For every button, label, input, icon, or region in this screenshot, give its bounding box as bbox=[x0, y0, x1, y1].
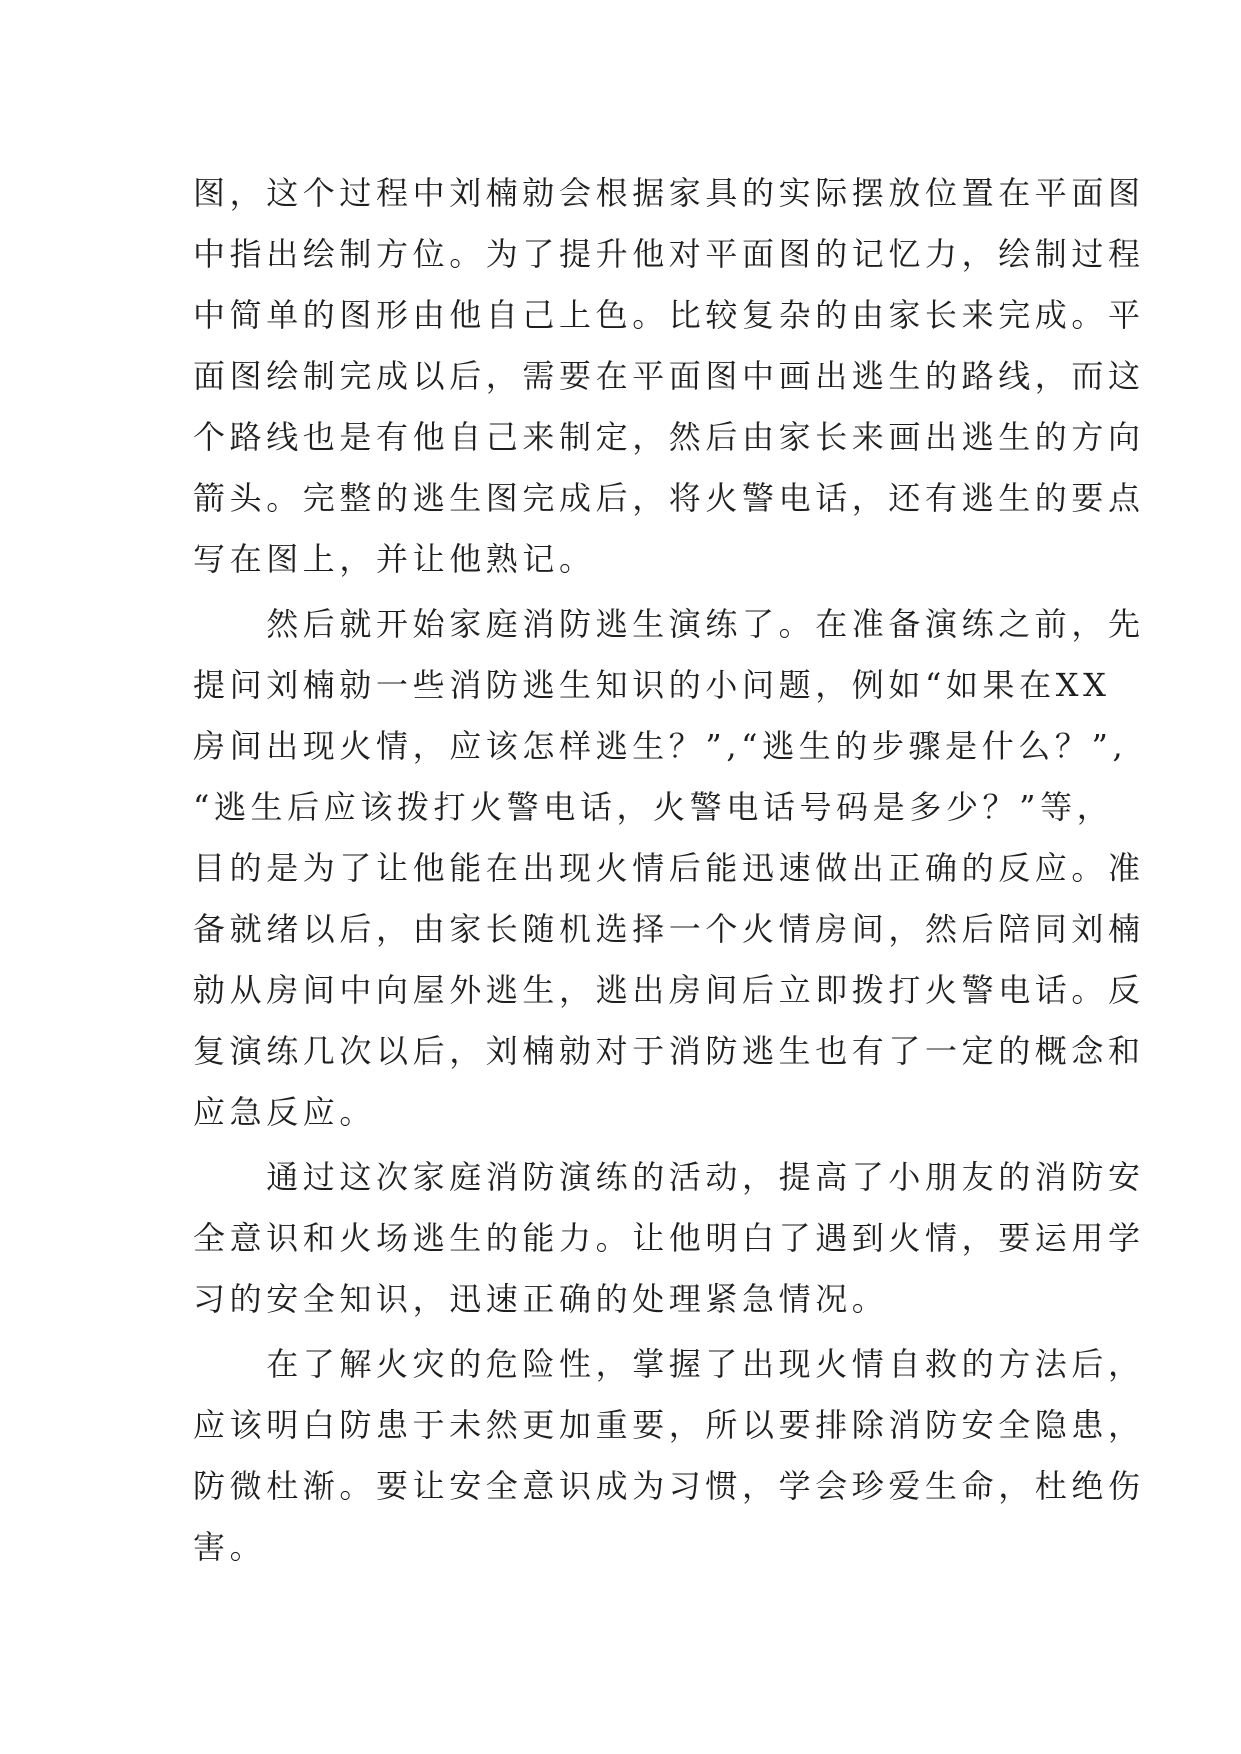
paragraph-2 bbox=[193, 594, 1145, 1143]
text-line: 个路线也是有他自己来制定，然后由家长来画出逃生的方向 bbox=[193, 418, 1145, 456]
text-line: 箭头。完整的逃生图完成后，将火警电话，还有逃生的要点 bbox=[193, 479, 1145, 517]
text-line: 习的安全知识，迅速正确的处理紧急情况。 bbox=[193, 1280, 889, 1318]
text-line: 提问刘楠勍一些消防逃生知识的小问题，例如“如果在XX bbox=[193, 666, 1111, 704]
text-line: 图，这个过程中刘楠勍会根据家具的实际摆放位置在平面图 bbox=[193, 174, 1145, 212]
text-line: 然后就开始家庭消防逃生演练了。在准备演练之前，先 bbox=[193, 605, 1145, 643]
text-line: 中指出绘制方位。为了提升他对平面图的记忆力，绘制过程 bbox=[193, 235, 1145, 273]
text-line: 全意识和火场逃生的能力。让他明白了遇到火情，要运用学 bbox=[193, 1219, 1145, 1257]
text-line: “逃生后应该拨打火警电话，火警电话号码是多少？”等， bbox=[193, 788, 1114, 826]
paragraph-3 bbox=[193, 1147, 1145, 1330]
text-line: 应急反应。 bbox=[193, 1093, 377, 1131]
text-line: 面图绘制完成以后，需要在平面图中画出逃生的路线，而这 bbox=[193, 357, 1145, 395]
text-line: 写在图上，并让他熟记。 bbox=[193, 540, 596, 578]
paragraph-4 bbox=[193, 1334, 1145, 1578]
text-line: 中简单的图形由他自己上色。比较复杂的由家长来完成。平 bbox=[193, 296, 1145, 334]
text-line: 防微杜渐。要让安全意识成为习惯，学会珍爱生命，杜绝伤 bbox=[193, 1467, 1145, 1505]
body-text bbox=[193, 163, 1145, 1578]
text-line: 目的是为了让他能在出现火情后能迅速做出正确的反应。准 bbox=[193, 849, 1145, 887]
text-line: 应该明白防患于未然更加重要，所以要排除消防安全隐患， bbox=[193, 1406, 1145, 1444]
text-line: 勍从房间中向屋外逃生，逃出房间后立即拨打火警电话。反 bbox=[193, 971, 1145, 1009]
text-line: 房间出现火情，应该怎样逃生？”,“逃生的步骤是什么？”, bbox=[193, 727, 1128, 765]
text-line: 通过这次家庭消防演练的活动，提高了小朋友的消防安 bbox=[193, 1158, 1145, 1196]
text-line: 复演练几次以后，刘楠勍对于消防逃生也有了一定的概念和 bbox=[193, 1032, 1145, 1070]
text-line: 在了解火灾的危险性，掌握了出现火情自救的方法后， bbox=[193, 1345, 1145, 1383]
text-line: 备就绪以后，由家长随机选择一个火情房间，然后陪同刘楠 bbox=[193, 910, 1145, 948]
paragraph-1 bbox=[193, 163, 1145, 590]
text-line: 害。 bbox=[193, 1528, 267, 1566]
